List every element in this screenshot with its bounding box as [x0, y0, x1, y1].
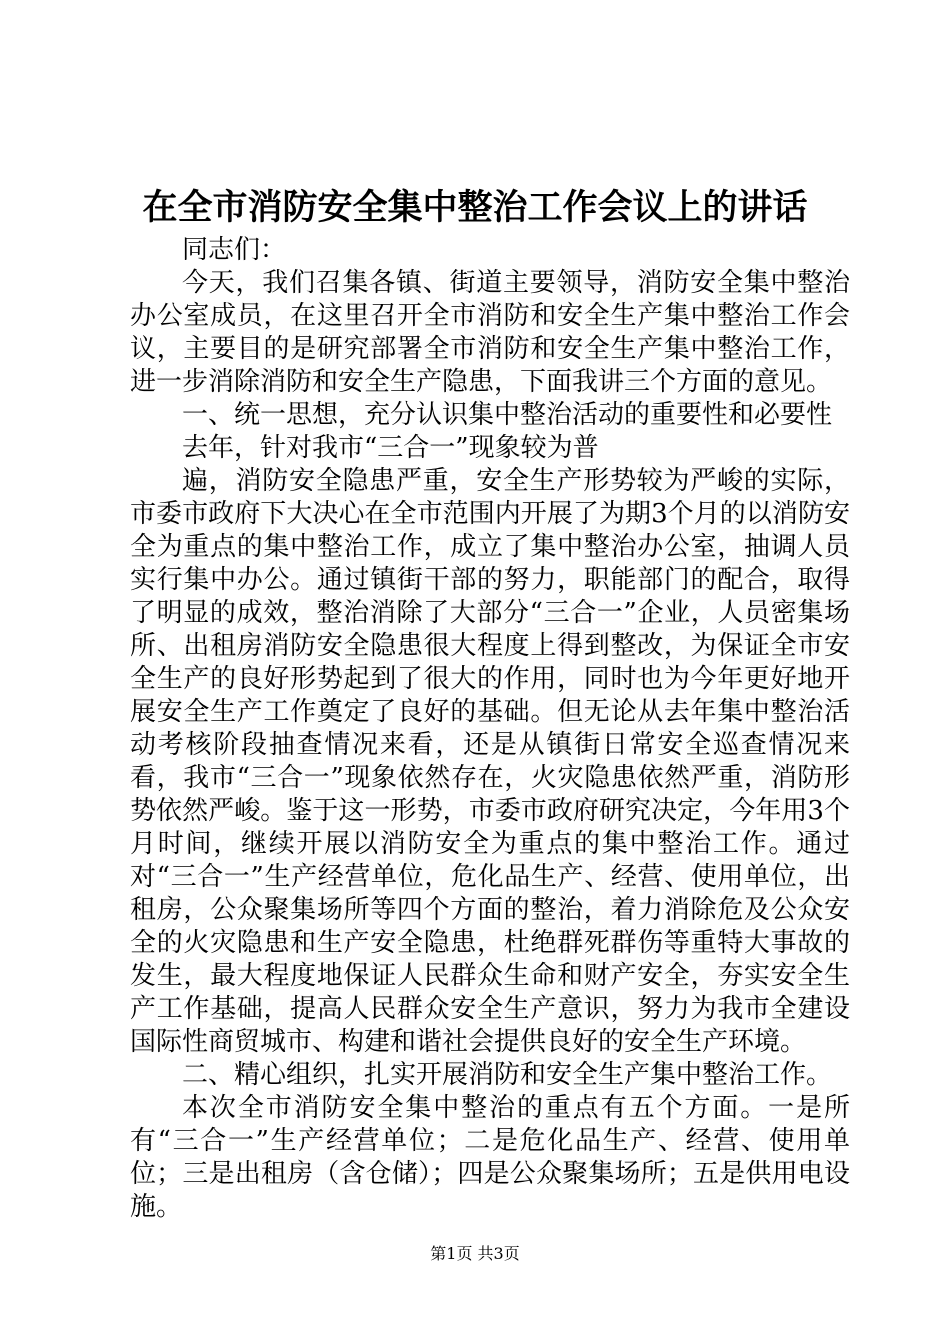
intro-paragraph: 今天，我们召集各镇、街道主要领导，消防安全集中整治办公室成员，在这里召开全市消防和安全生产集中整治工作会议，主要目的是研究部署全市消防和安全生产集中整治工作，进一步消除消防和安全生产隐患，下面我讲三个方面的意见。: [130, 268, 850, 397]
body-paragraph: 本次全市消防安全集中整治的重点有五个方面。一是所有“三合一”生产经营单位；二是危化品生产、经营、使用单位；三是出租房（含仓储）；四是公众聚集场所；五是供用电设施。: [130, 1093, 850, 1222]
body-paragraph: 遍，消防安全隐患严重，安全生产形势较为严峻的实际，市委市政府下大决心在全市范围内开展了为期3个月的以消防安全为重点的集中整治工作，成立了集中整治办公室，抽调人员实行集中办公。通过镇街干部的努力，职能部门的配合，取得了明显的成效，整治消除了大部分“三合一”企业，人员密集场所、出租房消防安全隐患很大程度上得到整改，为保证全市安全生产的良好形势起到了很大的作用，同时也为今年更好地开展安全生产工作奠定了良好的基础。但无论从去年集中整治活动考核阶段抽查情况来看，还是从镇街日常安全巡查情况来看，我市“三合一”现象依然存在，火灾隐患依然严重，消防形势依然严峻。鉴于这一形势，市委市政府研究决定，今年用3个月时间，继续开展以消防安全为重点的集中整治工作。通过对“三合一”生产经营单位，危化品生产、经营、使用单位，出租房，公众聚集场所等四个方面的整治，着力消除危及公众安全的火灾隐患和生产安全隐患，杜绝群死群伤等重特大事故的发生，最大程度地保证人民群众生命和财产安全，夯实安全生产工作基础，提高人民群众安全生产意识，努力为我市全建设国际性商贸城市、构建和谐社会提供良好的安全生产环境。: [130, 466, 850, 1057]
section-heading-2: 二、精心组织，扎实开展消防和安全生产集中整治工作。: [182, 1060, 833, 1090]
document-body: [130, 234, 850, 1224]
body-paragraph-fragment: 去年，针对我市“三合一”现象较为普: [182, 433, 599, 463]
page-number-footer: 第1页 共3页: [430, 1244, 520, 1263]
salutation-paragraph: 同志们：: [182, 235, 287, 265]
document-title: 在全市消防安全集中整治工作会议上的讲话: [142, 187, 808, 228]
section-heading-1: 一、统一思想，充分认识集中整治活动的重要性和必要性: [182, 400, 833, 430]
